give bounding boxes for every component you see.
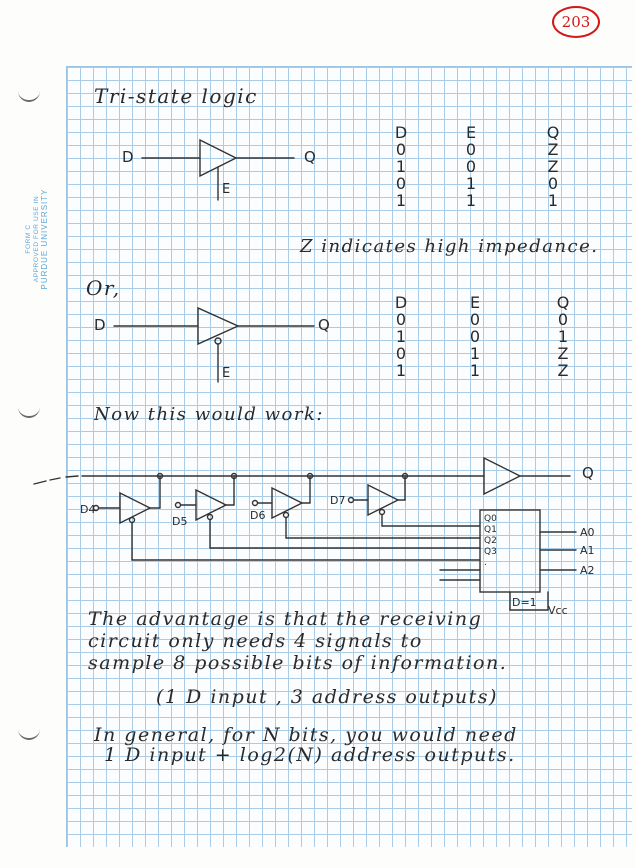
address-a0-label: A0 (580, 526, 595, 539)
advantage-line-2: circuit only needs 4 signals to (88, 630, 423, 652)
diagram2-input-label: D (94, 316, 106, 334)
advantage-line-3: sample 8 possible bits of information. (88, 652, 508, 674)
general-line-1: In general, for N bits, you would need (94, 724, 518, 746)
advantage-line-1: The advantage is that the receiving (88, 608, 483, 630)
or-label: Or, (86, 276, 121, 300)
diagram1-input-label: D (122, 148, 134, 166)
diagram1-enable-label: E (222, 182, 231, 197)
chip-note: D=1 (512, 596, 537, 609)
z-note: Z indicates high impedance. (300, 236, 599, 257)
address-a1-label: A1 (580, 544, 595, 557)
tristate-buffer-2 (114, 308, 314, 382)
address-a2-label: A2 (580, 564, 595, 577)
now-label: Now this would work: (94, 404, 324, 425)
diagram1-output-label: Q (304, 148, 316, 166)
page-number: 203 (552, 6, 600, 38)
diagram2-enable-label: E (222, 366, 231, 381)
paren-note: (1 D input , 3 address outputs) (156, 686, 498, 708)
diagram2-output-label: Q (318, 316, 330, 334)
vcc-label: Vcc (548, 604, 568, 617)
input-d6-label: D6 (250, 509, 266, 522)
table2-q-column: Q 0 1 Z Z (556, 293, 570, 380)
decoder-chip-pins: Q0 Q1 Q2 Q3 . (484, 514, 497, 568)
input-d7-label: D7 (330, 494, 346, 507)
circuit-output-label: Q (582, 464, 594, 482)
table2-d-column: D 0 1 0 1 (394, 293, 408, 380)
form-label: FORM C APPROVED FOR USE IN PURDUE UNIVERSITY (25, 188, 49, 290)
page-title: Tri-state logic (94, 84, 258, 108)
table1-q-column: Q Z Z 0 1 (546, 123, 560, 210)
tristate-buffer-1 (142, 140, 294, 200)
general-line-2: 1 D input + log2(N) address outputs. (104, 744, 516, 766)
table1-e-column: E 0 0 1 1 (465, 123, 477, 210)
table2-e-column: E 0 0 1 1 (469, 293, 481, 380)
input-d4-label: D4 (80, 503, 96, 516)
input-d5-label: D5 (172, 515, 188, 528)
table1-d-column: D 0 1 0 1 (394, 123, 408, 210)
